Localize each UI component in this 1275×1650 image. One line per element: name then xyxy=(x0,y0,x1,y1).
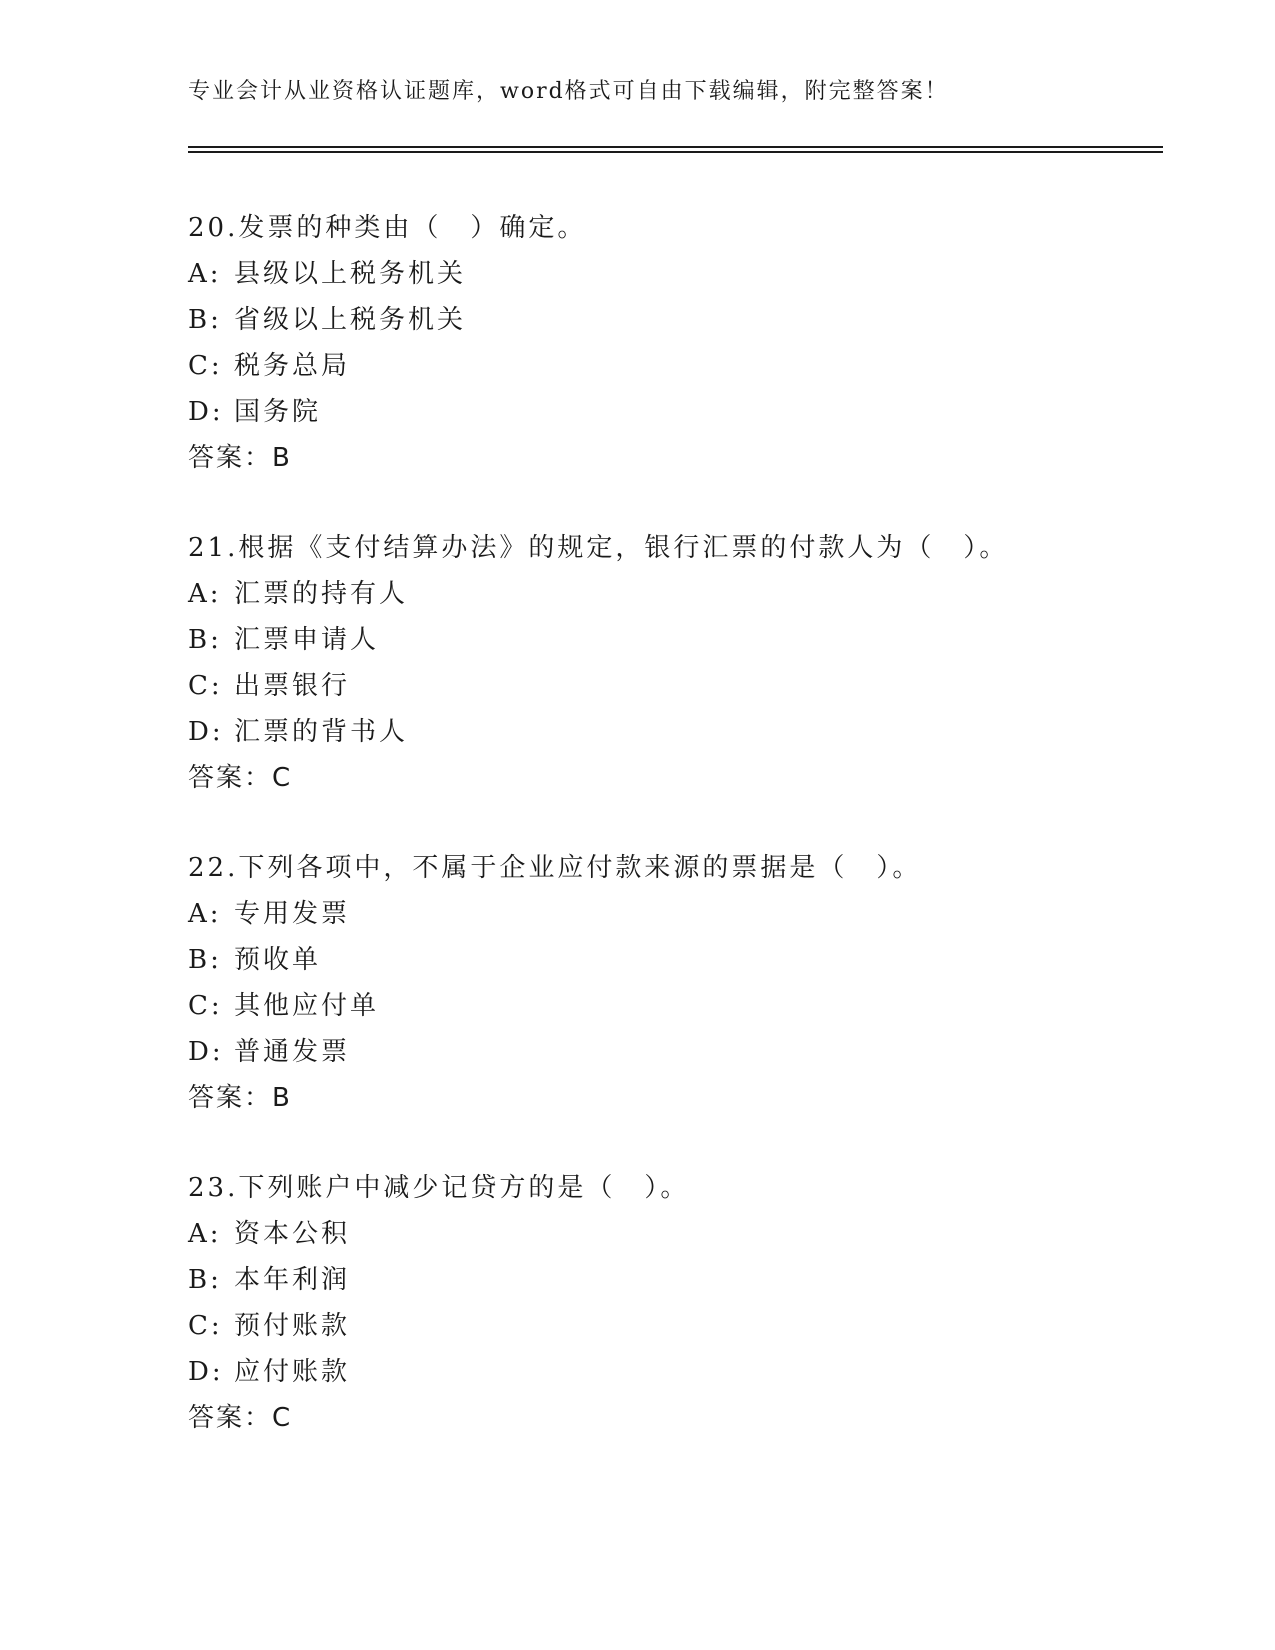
question-stem: 23.下列账户中减少记贷方的是（ ）。 xyxy=(188,1173,690,1203)
option-text: 汇票申请人 xyxy=(234,625,380,655)
option-text: 县级以上税务机关 xyxy=(234,259,467,289)
option-text: 预收单 xyxy=(234,945,322,975)
option-text: 资本公积 xyxy=(234,1219,351,1249)
option-label: B: xyxy=(188,945,222,975)
option-label: C: xyxy=(188,671,223,701)
option-a xyxy=(188,891,1163,937)
option-text: 预付账款 xyxy=(234,1311,351,1341)
question-stem: 20.发票的种类由（ ）确定。 xyxy=(188,213,587,243)
option-b xyxy=(188,297,1163,343)
option-label: C: xyxy=(188,1311,223,1341)
option-text: 税务总局 xyxy=(234,351,351,381)
option-label: A: xyxy=(188,1219,222,1249)
option-label: A: xyxy=(188,579,222,609)
answer: 答案：B xyxy=(188,443,292,473)
question-stem: 22.下列各项中，不属于企业应付款来源的票据是（ ）。 xyxy=(188,853,922,883)
question-22 xyxy=(188,845,1163,1121)
document-header: 专业会计从业资格认证题库，word格式可自由下载编辑，附完整答案！ xyxy=(188,79,949,104)
question-23 xyxy=(188,1165,1163,1441)
option-label: A: xyxy=(188,259,222,289)
option-text: 专用发票 xyxy=(234,899,351,929)
option-text: 汇票的持有人 xyxy=(234,579,409,609)
option-c xyxy=(188,1303,1163,1349)
option-label: B: xyxy=(188,305,222,335)
option-text: 省级以上税务机关 xyxy=(234,305,467,335)
option-b xyxy=(188,937,1163,983)
option-label: C: xyxy=(188,991,223,1021)
option-text: 普通发票 xyxy=(234,1037,351,1067)
question-20 xyxy=(188,205,1163,481)
option-text: 出票银行 xyxy=(234,671,351,701)
option-d xyxy=(188,1349,1163,1395)
answer: 答案：C xyxy=(188,763,293,793)
option-label: A: xyxy=(188,899,222,929)
option-text: 应付账款 xyxy=(234,1357,351,1387)
option-c xyxy=(188,983,1163,1029)
option-text: 国务院 xyxy=(234,397,322,427)
option-text: 汇票的背书人 xyxy=(234,717,409,747)
option-text: 本年利润 xyxy=(234,1265,351,1295)
question-list xyxy=(188,205,1163,1485)
option-label: D: xyxy=(188,1037,224,1067)
answer: 答案：B xyxy=(188,1083,292,1113)
header-divider xyxy=(188,146,1163,153)
option-label: B: xyxy=(188,1265,222,1295)
option-a xyxy=(188,571,1163,617)
option-label: D: xyxy=(188,1357,224,1387)
question-stem: 21.根据《支付结算办法》的规定，银行汇票的付款人为（ ）。 xyxy=(188,533,1009,563)
option-label: D: xyxy=(188,717,224,747)
option-a xyxy=(188,251,1163,297)
option-c xyxy=(188,663,1163,709)
option-label: D: xyxy=(188,397,224,427)
option-label: C: xyxy=(188,351,223,381)
option-b xyxy=(188,1257,1163,1303)
option-c xyxy=(188,343,1163,389)
question-21 xyxy=(188,525,1163,801)
answer: 答案：C xyxy=(188,1403,293,1433)
option-a xyxy=(188,1211,1163,1257)
option-d xyxy=(188,709,1163,755)
option-d xyxy=(188,1029,1163,1075)
option-b xyxy=(188,617,1163,663)
option-text: 其他应付单 xyxy=(234,991,380,1021)
option-d xyxy=(188,389,1163,435)
option-label: B: xyxy=(188,625,222,655)
